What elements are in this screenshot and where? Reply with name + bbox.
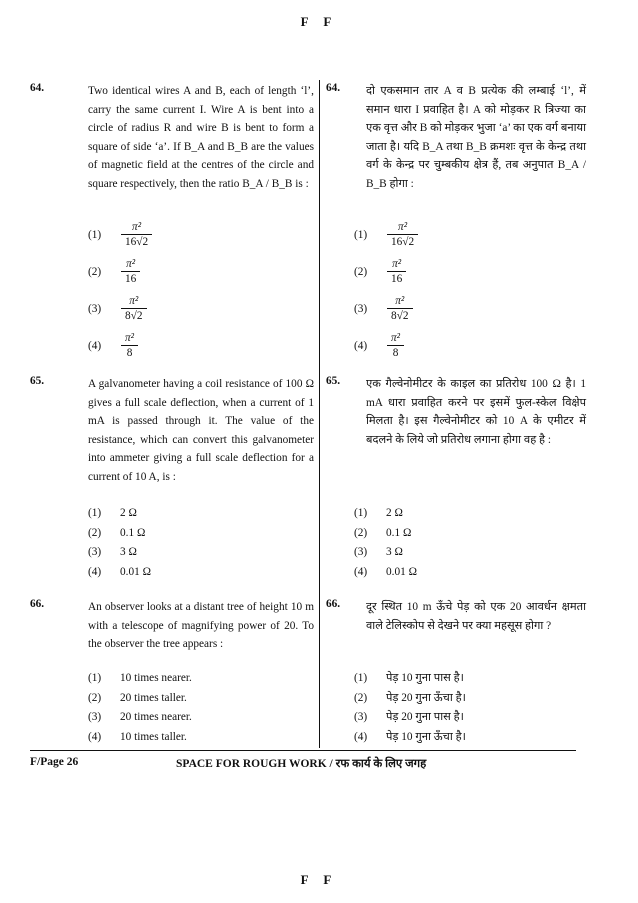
option-1: (1) $\frac{\text{π²}}{16√2}$ (88, 220, 314, 257)
page-number: F/Page 26 (30, 756, 79, 768)
question-text: एक गैल्वेनोमीटर के काइल का प्रतिरोध 100 Ω है। 1 mA धारा प्रवाहित करने पर इसमें फुल-स्केल विक्षेप मिलता है। इस गैल्वेनोमीटर को 10 A के एमीटर में बदलने के लिये जो प्रतिरोध लगाना होगा वह है : (366, 378, 586, 446)
option-3: (3) 3 Ω (354, 546, 403, 559)
option-2: (2) 0.1 Ω (88, 526, 146, 539)
question-text: Two identical wires A and B, each of length ‘l’, carry the same current I. Wire A is bent into a circle of radius R and wire B is bent to form a square of side ‘a’. If B_A and B_B are the values of magnetic field at the centres of the circle and square respectively, then the ratio B_A / B_B is : (88, 85, 314, 190)
option-3: (3) $\frac{\text{π²}}{8√2}$ (354, 294, 586, 331)
option-1: (1) पेड़ 10 गुना पास है। (354, 672, 464, 684)
option-4: (4) $\frac{\text{π²}}{8}$ (354, 331, 586, 368)
column-divider (319, 80, 320, 748)
option-2: (2) $\frac{\text{π²}}{16}$ (354, 257, 586, 294)
footer-rule (30, 750, 576, 751)
fraction: $\frac{\text{π²}}{8√2}$ (387, 294, 413, 324)
page-footer-mark: F F (300, 872, 338, 887)
fraction: $\frac{\text{π²}}{16}$ (387, 257, 406, 287)
page-header: F F (300, 14, 338, 29)
fraction: $\frac{\text{π²}}{16√2}$ (121, 220, 152, 250)
option-1: (1) 10 times nearer. (88, 672, 192, 684)
option-2: (2) $\frac{\text{π²}}{16}$ (88, 257, 314, 294)
fraction: $\frac{\text{π²}}{8}$ (387, 331, 404, 361)
fraction: $\frac{\text{π²}}{8}$ (121, 331, 138, 361)
question-text: An observer looks at a distant tree of height 10 m with a telescope of magnifying power of 20. To the observer the tree appears : (88, 601, 314, 651)
question-number: 66. (30, 598, 45, 610)
question-text: दो एकसमान तार A व B प्रत्येक की लम्बाई ‘l’, में समान धारा I प्रवाहित है। A को मोड़कर R त्रिज्या का एक वृत्त और B को मोड़कर भुजा ‘a’ का एक वर्ग बनाया जाता है। यदि B_A तथा B_B क्रमशः वृत्त के केन्द्र तथा वर्ग के केन्द्र पर चुम्बकीय क्षेत्र हैं, तब अनुपात B_A / B_B होगा : (366, 85, 586, 190)
options-list (354, 504, 586, 582)
fraction: $\frac{\text{π²}}{16}$ (121, 257, 140, 287)
option-1: (1) 2 Ω (88, 507, 137, 519)
option-4: (4) $\frac{\text{π²}}{8}$ (88, 331, 314, 368)
question-number: 65. (30, 375, 45, 387)
question-number: 64. (326, 82, 341, 94)
option-2: (2) 0.1 Ω (354, 526, 412, 539)
options-list (354, 220, 586, 368)
option-3: (3) 3 Ω (88, 546, 137, 559)
option-4: (4) 0.01 Ω (354, 565, 417, 578)
option-1: (1) 2 Ω (354, 507, 403, 519)
fraction: $\frac{\text{π²}}{16√2}$ (387, 220, 418, 250)
option-3: (3) $\frac{\text{π²}}{8√2}$ (88, 294, 314, 331)
option-4: (4) पेड़ 10 गुना ऊँचा है। (354, 730, 466, 743)
option-1: (1) $\frac{\text{π²}}{16√2}$ (354, 220, 586, 257)
options-list (354, 669, 586, 747)
options-list (88, 220, 314, 368)
option-2: (2) 20 times taller. (88, 691, 187, 704)
question-number: 65. (326, 375, 341, 387)
options-list (88, 669, 314, 747)
question-text: दूर स्थित 10 m ऊँचे पेड़ को एक 20 आवर्धन क्षमता वाले टेलिस्कोप से देखने पर क्या महसूस होगा ? (366, 601, 586, 632)
question-number: 66. (326, 598, 341, 610)
rough-work-label: SPACE FOR ROUGH WORK / रफ कार्य के लिए जगह (176, 758, 427, 770)
fraction: $\frac{\text{π²}}{8√2}$ (121, 294, 147, 324)
option-3: (3) 20 times nearer. (88, 711, 192, 724)
option-4: (4) 0.01 Ω (88, 565, 151, 578)
option-4: (4) 10 times taller. (88, 730, 187, 743)
question-number: 64. (30, 82, 45, 94)
option-3: (3) पेड़ 20 गुना पास है। (354, 711, 464, 724)
option-2: (2) पेड़ 20 गुना ऊँचा है। (354, 691, 466, 704)
options-list (88, 504, 314, 582)
question-text: A galvanometer having a coil resistance of 100 Ω gives a full scale deflection, when a current of 1 mA is passed through it. The value of the resistance, which can convert this galvanometer into ammeter giving a full scale deflection for a current of 10 A, is : (88, 378, 314, 483)
